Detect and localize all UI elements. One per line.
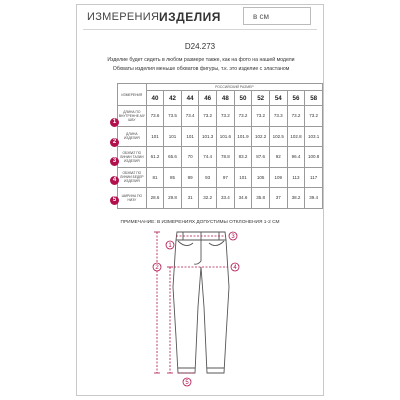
table-cell: 83.2 <box>234 147 252 168</box>
table-cell: 73.6 <box>146 106 164 127</box>
header-unit: в см <box>253 12 269 21</box>
table-row <box>118 106 323 127</box>
table-cell: 39.4 <box>305 188 323 209</box>
table-cell: 73.4 <box>181 106 199 127</box>
table-group-label: РОССИЙСКИЙ РАЗМЕР <box>146 84 322 91</box>
table-cell: 105 <box>252 167 270 188</box>
table-cell: 32.2 <box>199 188 217 209</box>
row-number-badge: 1 <box>110 118 119 127</box>
table-cell: 78.8 <box>217 147 235 168</box>
table-cell: 93 <box>199 167 217 188</box>
table-cell: 33.4 <box>217 188 235 209</box>
trousers-outline-icon <box>173 232 229 373</box>
fit-note: Изделие будет сидеть в любом размере также, как на фото на нашей модели <box>107 57 295 63</box>
table-cell: 101 <box>164 126 182 147</box>
size-header: 48 <box>217 91 235 106</box>
table-cell: 117 <box>305 167 323 188</box>
table-cell: 92 <box>269 147 287 168</box>
row-number-badge: 5 <box>110 196 119 205</box>
table-cell: 38.2 <box>287 188 305 209</box>
table-cell: 89 <box>181 167 199 188</box>
row-label: ОБХВАТ ПО ЛИНИИ ТАЛИИ ИЗДЕЛИЯ <box>118 147 147 168</box>
marker-4 <box>231 263 239 271</box>
marker-4-label: 4 <box>233 265 237 272</box>
marker-2 <box>153 263 161 271</box>
table-cell: 34.6 <box>234 188 252 209</box>
marker-5-label: 5 <box>185 380 189 387</box>
row-number-badge: 2 <box>110 138 119 147</box>
table-cell: 70 <box>181 147 199 168</box>
elastane-note: Обхваты изделия меньше обхватов фигуры, т.к. это изделие с эластаном <box>112 66 290 72</box>
size-header: 44 <box>181 91 199 106</box>
table-cell: 73.3 <box>269 106 287 127</box>
trousers-diagram <box>77 227 325 395</box>
table-cell: 73.2 <box>199 106 217 127</box>
marker-5 <box>183 378 191 386</box>
header-title: ИЗМЕРЕНИЯ <box>87 11 160 23</box>
table-cell: 65.6 <box>164 147 182 168</box>
size-header: 42 <box>164 91 182 106</box>
size-header: 40 <box>146 91 164 106</box>
table-cell: 31 <box>181 188 199 209</box>
table-cell: 109 <box>269 167 287 188</box>
table-row <box>118 126 323 147</box>
header-accent: ИЗДЕЛИЯ <box>159 10 221 24</box>
marker-3-label: 3 <box>231 234 235 241</box>
table-cell: 73.2 <box>287 106 305 127</box>
size-header: 58 <box>305 91 323 106</box>
header <box>77 5 323 32</box>
table-cell: 81 <box>146 167 164 188</box>
tolerance-remark: ПРИМЕЧАНИЕ: В ИЗМЕРЕНИЯХ ДОПУСТИМЫ ОТКЛОНЕНИЯ 1-2 СМ <box>120 220 280 225</box>
row-label: ДЛИНА ПО ВНУТРЕННЕ-МУ ШВУ <box>118 106 147 127</box>
marker-3 <box>229 232 237 240</box>
row-label: ОБХВАТ ПО ЛИНИИ БЕДЕР ИЗДЕЛИЯ <box>118 167 147 188</box>
size-header: 46 <box>199 91 217 106</box>
table-cell: 101.6 <box>217 126 235 147</box>
marker-2-label: 2 <box>155 265 159 272</box>
row-number-badge: 3 <box>110 157 119 166</box>
header-divider <box>83 29 317 30</box>
table-cell: 29.8 <box>164 188 182 209</box>
size-header: 56 <box>287 91 305 106</box>
row-label: ШИРИНА ПО НИЗУ <box>118 188 147 209</box>
table-sizes-row <box>118 91 323 106</box>
size-header: 54 <box>269 91 287 106</box>
table-cell: 73.2 <box>305 106 323 127</box>
table-cell: 37 <box>269 188 287 209</box>
table-cell: 73.5 <box>164 106 182 127</box>
table-cell: 100.8 <box>305 147 323 168</box>
table-corner-label: ИЗМЕРЕНИЯ <box>118 84 147 106</box>
table-cell: 113 <box>287 167 305 188</box>
table-cell: 103.1 <box>305 126 323 147</box>
table-cell: 87.6 <box>252 147 270 168</box>
size-header: 52 <box>252 91 270 106</box>
table-cell: 101 <box>146 126 164 147</box>
table-cell: 61.2 <box>146 147 164 168</box>
table-cell: 73.2 <box>234 106 252 127</box>
table-cell: 101.3 <box>199 126 217 147</box>
row-number-badge: 4 <box>110 176 119 185</box>
marker-1 <box>166 241 174 249</box>
table-cell: 74.4 <box>199 147 217 168</box>
table-cell: 102.8 <box>287 126 305 147</box>
table-cell: 102.2 <box>252 126 270 147</box>
table-row <box>118 188 323 209</box>
size-header: 50 <box>234 91 252 106</box>
table-cell: 73.2 <box>217 106 235 127</box>
measurements-table <box>117 83 323 209</box>
table-cell: 85 <box>164 167 182 188</box>
size-chart-sheet <box>76 4 324 396</box>
measurement-lines <box>157 232 228 373</box>
table-cell: 35.8 <box>252 188 270 209</box>
row-label: ДЛИНА ИЗДЕЛИЯ <box>118 126 147 147</box>
table-cell: 73.2 <box>252 106 270 127</box>
article-number: D24.273 <box>184 42 216 51</box>
table-row <box>118 167 323 188</box>
table-group-row <box>118 84 323 91</box>
table-cell: 96.4 <box>287 147 305 168</box>
table-row <box>118 147 323 168</box>
table-cell: 28.6 <box>146 188 164 209</box>
table-cell: 97 <box>217 167 235 188</box>
marker-1-label: 1 <box>168 243 172 250</box>
table-cell: 101 <box>234 167 252 188</box>
table-cell: 101.9 <box>234 126 252 147</box>
table-cell: 102.5 <box>269 126 287 147</box>
table-cell: 101 <box>181 126 199 147</box>
